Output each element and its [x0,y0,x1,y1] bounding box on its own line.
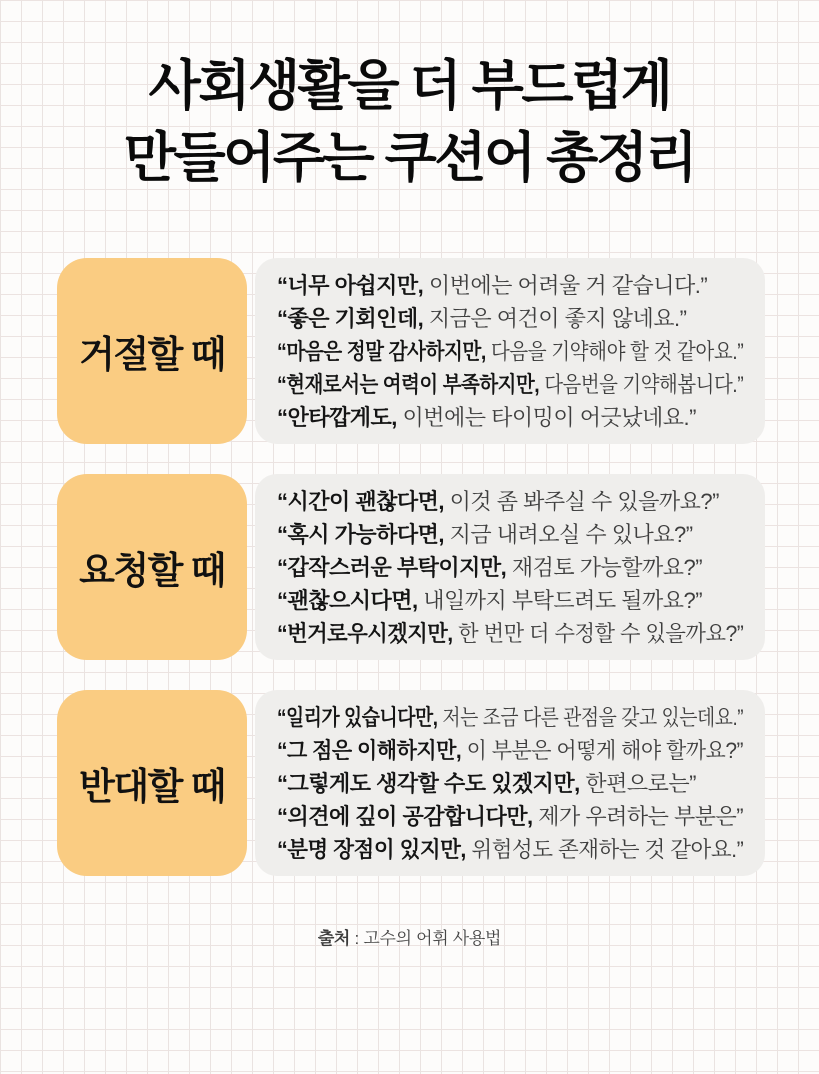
quote-line [277,302,743,335]
quote-line [277,833,744,866]
quote-lead: “일리가 있습니다만, [277,704,438,730]
quote-rest: 제가 우려하는 부분은” [532,803,744,829]
quote-line [277,734,744,767]
quote-line [277,368,744,401]
section-disagreeing [57,690,765,876]
quote-rest: 위험성도 존재하는 것 같아요.” [465,836,744,862]
section-refusing [57,258,765,444]
quote-rest: 다음번을 기약해봅니다.” [539,371,744,397]
quote-rest: 지금은 여건이 좋지 않네요.” [423,305,687,331]
quote-lead: “갑작스러운 부탁이지만, [277,554,507,580]
quote-rest: 이 부분은 어떻게 해야 할까요?” [461,737,744,763]
source-credit [0,924,819,949]
quote-line [277,767,743,800]
quote-line [277,335,744,368]
page-title [20,50,799,194]
section-label-box-refusing [57,258,247,444]
quote-lead: “괜찮으시다면, [277,587,418,613]
quote-rest: 저는 조금 다른 관점을 갖고 있는데요.” [437,704,744,730]
cushion-words-infographic [0,50,819,949]
section-label: 반대할 때 [79,766,225,807]
source-separator: : [350,929,364,948]
section-label: 요청할 때 [79,550,225,591]
quote-rest: 재검토 가능할까요?” [506,554,703,580]
quote-lead: “너무 아쉽지만, [277,272,424,298]
section-label-box-disagreeing [57,690,247,876]
quote-box-refusing [255,258,765,444]
quote-lead: “시간이 괜찮다면, [277,488,444,514]
section-label: 거절할 때 [79,334,225,375]
quote-box-requesting [255,474,765,660]
quote-lead: “그 점은 이해하지만, [277,737,462,763]
quote-lead: “분명 장점이 있지만, [277,836,466,862]
source-label: 출처 [317,929,351,948]
quote-lead: “좋은 기회인데, [277,305,424,331]
quote-rest: 한편으로는” [579,770,696,796]
quote-line [277,584,743,617]
section-requesting [57,474,765,660]
source-text: 고수의 어휘 사용법 [363,929,502,948]
quote-rest: 지금 내려오실 수 있나요?” [444,521,693,547]
quote-rest: 이번에는 어려울 거 같습니다.” [423,272,708,298]
quote-line [277,617,744,650]
quote-line [277,269,743,302]
quote-line [277,701,744,734]
quote-box-disagreeing [255,690,765,876]
quote-lead: “마음은 정말 감사하지만, [277,338,486,364]
quote-lead: “의견에 깊이 공감합니다만, [277,803,533,829]
quote-rest: 한 번만 더 수정할 수 있을까요?” [452,620,744,646]
quote-line [277,551,743,584]
quote-lead: “혹시 가능하다면, [277,521,444,547]
quote-rest: 이것 좀 봐주실 수 있을까요?” [444,488,719,514]
quote-lead: “번거로우시겠지만, [277,620,453,646]
quote-rest: 내일까지 부탁드려도 될까요?” [417,587,703,613]
quote-line [277,485,743,518]
quote-rest: 다음을 기약해야 할 것 같아요.” [485,338,744,364]
quote-rest: 이번에는 타이밍이 어긋났네요.” [396,404,696,430]
quote-lead: “안타깝게도, [277,404,397,430]
section-label-box-requesting [57,474,247,660]
title-line-2: 만들어주는 쿠션어 총정리 [123,128,696,188]
quote-line [277,401,743,434]
quote-line [277,518,743,551]
quote-line [277,800,743,833]
quote-lead: “현재로서는 여력이 부족하지만, [277,371,540,397]
sections [0,258,819,876]
title-line-1: 사회생활을 더 부드럽게 [148,56,671,116]
quote-lead: “그렇게도 생각할 수도 있겠지만, [277,770,580,796]
